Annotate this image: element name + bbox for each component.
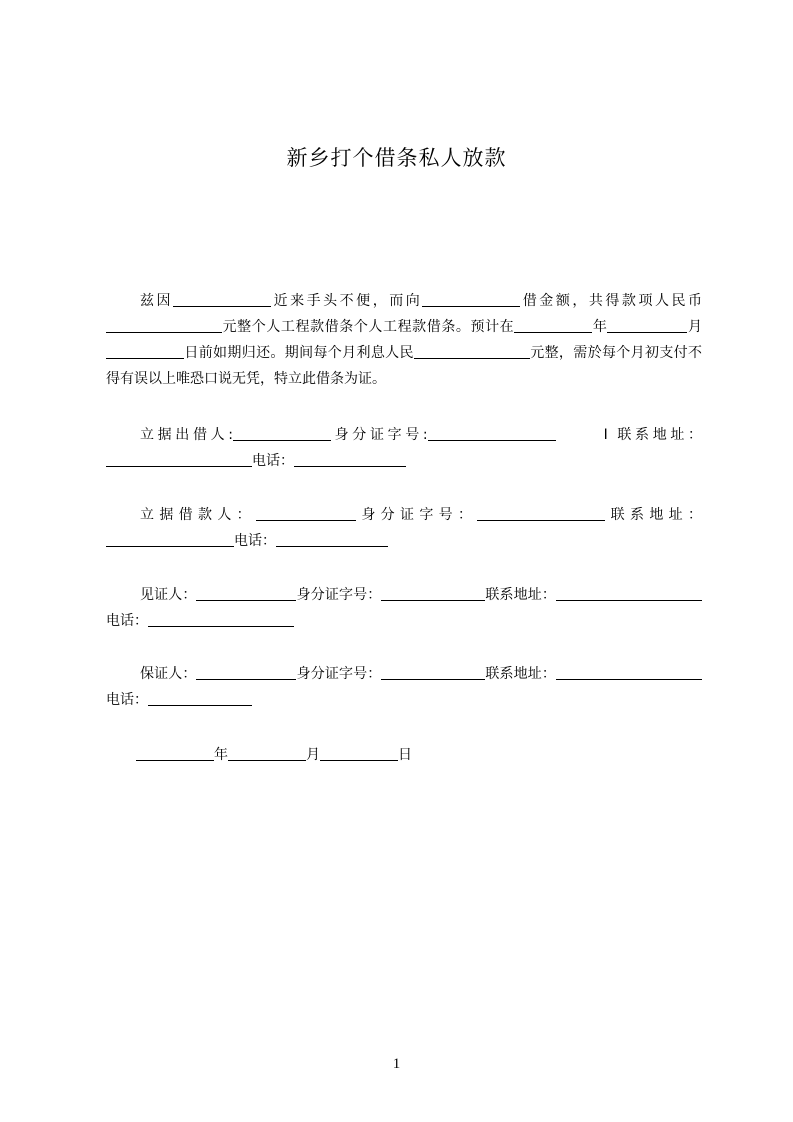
body-text-8: 元整，需於每个月初支付不得有误以上唯恐口说无凭，特立此借条为证。 (106, 345, 703, 387)
page-number: 1 (392, 1056, 401, 1072)
sign-year-label: 年 (214, 747, 228, 763)
guarantor-id-field[interactable] (381, 664, 485, 680)
body-text-7: 日前如期归还。期间每个月利息人民 (184, 345, 414, 361)
witness-phone-field[interactable] (148, 611, 294, 627)
witness-section (106, 582, 702, 634)
guarantor-label: 保证人： (140, 666, 197, 682)
date-line (106, 742, 702, 768)
sign-day-label: 日 (398, 747, 412, 763)
lender-address-field[interactable] (106, 451, 252, 467)
lender-id-field[interactable] (428, 425, 556, 441)
witness-id-field[interactable] (381, 585, 485, 601)
body-text-6: 月 (687, 319, 703, 335)
due-year-blank[interactable] (514, 317, 592, 333)
lender-name-field[interactable] (233, 425, 331, 441)
body-text-2: 近来手头不便，而向 (271, 293, 423, 309)
guarantor-phone-field[interactable] (148, 690, 252, 706)
borrower-phone-label: 电话： (234, 533, 276, 549)
lender-phone-field[interactable] (294, 451, 406, 467)
guarantor-phone-label: 电话： (106, 692, 148, 708)
witness-address-label: 联系地址： (485, 587, 557, 603)
loan-body-paragraph (106, 288, 702, 392)
witness-phone-label: 电话： (106, 613, 148, 629)
borrower-name-blank[interactable] (173, 291, 271, 307)
sign-month-label: 月 (306, 747, 320, 763)
lender-separator: I (603, 427, 608, 443)
due-month-blank[interactable] (607, 317, 687, 333)
borrower-id-label: 身分证字号： (356, 507, 478, 523)
lender-label: 立据出借人: (140, 427, 233, 443)
body-text-4: 元整个人工程款借条个人工程款借条。预计在 (222, 319, 515, 335)
sign-year-field[interactable] (136, 745, 214, 761)
borrower-phone-field[interactable] (276, 531, 388, 547)
witness-label: 见证人： (140, 587, 197, 603)
body-text-1: 兹因 (140, 293, 174, 309)
lender-phone-label: 电话： (252, 453, 294, 469)
sign-month-field[interactable] (228, 745, 306, 761)
borrower-name-field[interactable] (256, 505, 356, 521)
body-text-5: 年 (592, 319, 608, 335)
amount-blank[interactable] (106, 317, 222, 333)
guarantor-address-label: 联系地址： (485, 666, 557, 682)
witness-name-field[interactable] (196, 585, 296, 601)
guarantor-address-field[interactable] (556, 664, 702, 680)
due-day-blank[interactable] (106, 343, 184, 359)
borrower-section (106, 502, 702, 554)
witness-id-label: 身分证字号： (296, 587, 382, 603)
borrower-address-label: 联系地址： (605, 507, 703, 523)
borrower-label: 立据借款人： (140, 507, 256, 523)
body-text-3: 借金额，共得款项人民币 (520, 293, 703, 309)
borrower-address-field[interactable] (106, 531, 234, 547)
sign-day-field[interactable] (320, 745, 398, 761)
guarantor-section (106, 661, 702, 713)
guarantor-id-label: 身分证字号： (296, 666, 382, 682)
witness-address-field[interactable] (556, 585, 702, 601)
lender-id-label: 身分证字号: (330, 427, 428, 443)
lender-address-label: 联系地址： (613, 427, 703, 443)
lender-section (106, 422, 702, 474)
guarantor-name-field[interactable] (196, 664, 296, 680)
document-title: 新乡打个借条私人放款 (286, 146, 507, 170)
lender-name-blank[interactable] (422, 291, 520, 307)
borrower-id-field[interactable] (477, 505, 605, 521)
interest-blank[interactable] (414, 343, 530, 359)
